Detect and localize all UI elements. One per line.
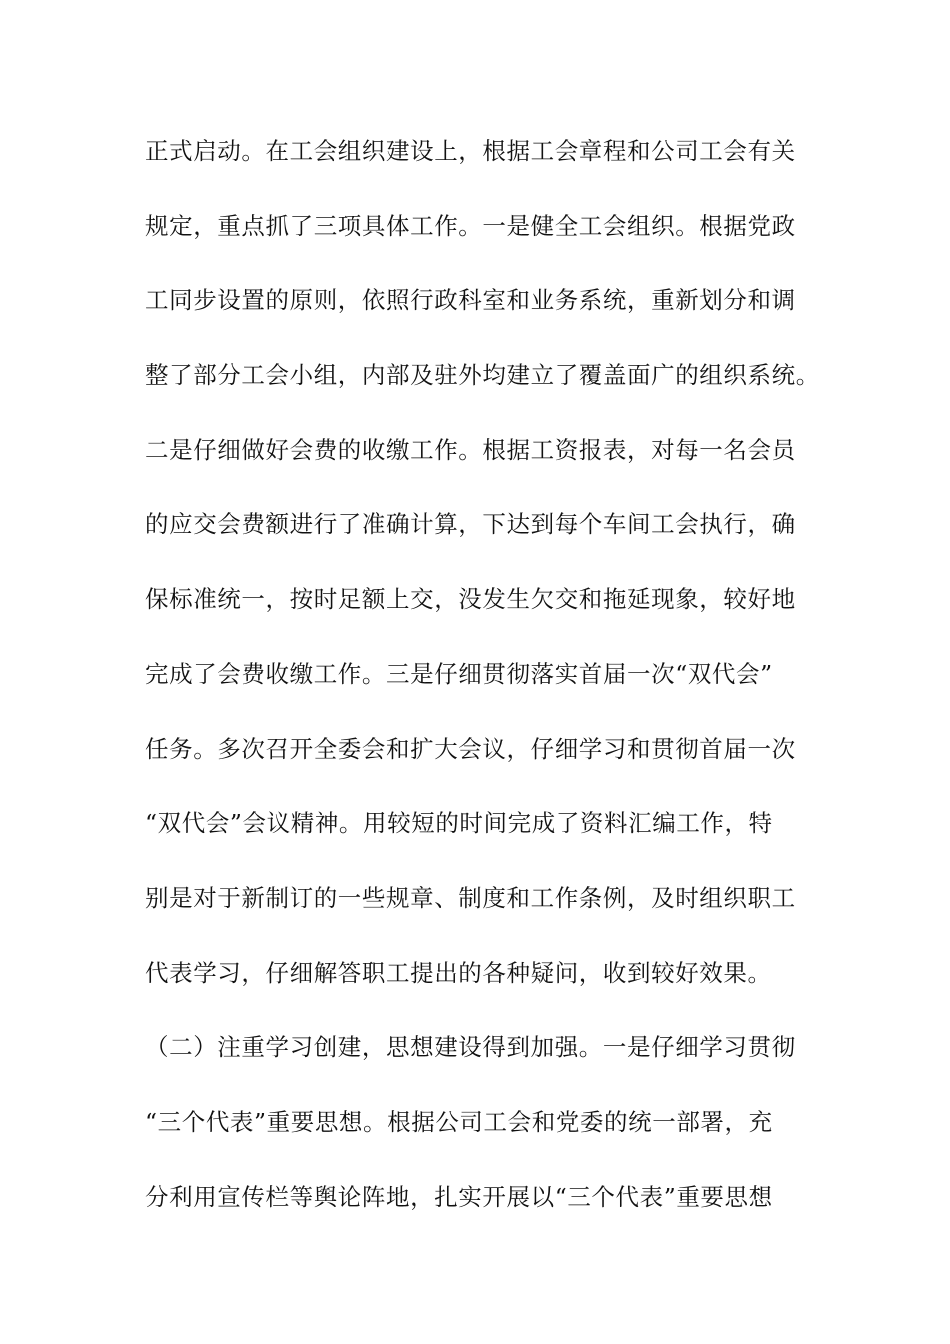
- text-line: 代表学习，仔细解答职工提出的各种疑问，收到较好效果。: [145, 958, 772, 987]
- text-line: “三个代表”重要思想。根据公司工会和党委的统一部署，充: [145, 1107, 773, 1136]
- text-line: 规定，重点抓了三项具体工作。一是健全工会组织。根据党政: [145, 211, 796, 240]
- text-line: （二）注重学习创建，思想建设得到加强。一是仔细学习贯彻: [145, 1033, 796, 1062]
- text-line: 分利用宣传栏等舆论阵地，扎实开展以“三个代表”重要思想: [145, 1182, 773, 1211]
- text-line: “双代会”会议精神。用较短的时间完成了资料汇编工作，特: [145, 809, 773, 838]
- text-line: 别是对于新制订的一些规章、制度和工作条例，及时组织职工: [145, 883, 796, 912]
- body-text: [145, 131, 825, 1251]
- text-line: 二是仔细做好会费的收缴工作。根据工资报表，对每一名会员: [145, 435, 796, 464]
- text-line: 正式启动。在工会组织建设上，根据工会章程和公司工会有关: [145, 137, 796, 165]
- text-line: 任务。多次召开全委会和扩大会议，仔细学习和贯彻首届一次: [145, 734, 796, 763]
- text-line: 完成了会费收缴工作。三是仔细贯彻落实首届一次“双代会”: [145, 659, 773, 688]
- text-line: 的应交会费额进行了准确计算，下达到每个车间工会执行，确: [145, 510, 796, 539]
- text-line: 保标准统一，按时足额上交，没发生欠交和拖延现象，较好地: [145, 585, 796, 614]
- text-line: 工同步设置的原则，依照行政科室和业务系统，重新划分和调: [145, 286, 796, 315]
- text-line: 整了部分工会小组，内部及驻外均建立了覆盖面广的组织系统。: [145, 361, 820, 390]
